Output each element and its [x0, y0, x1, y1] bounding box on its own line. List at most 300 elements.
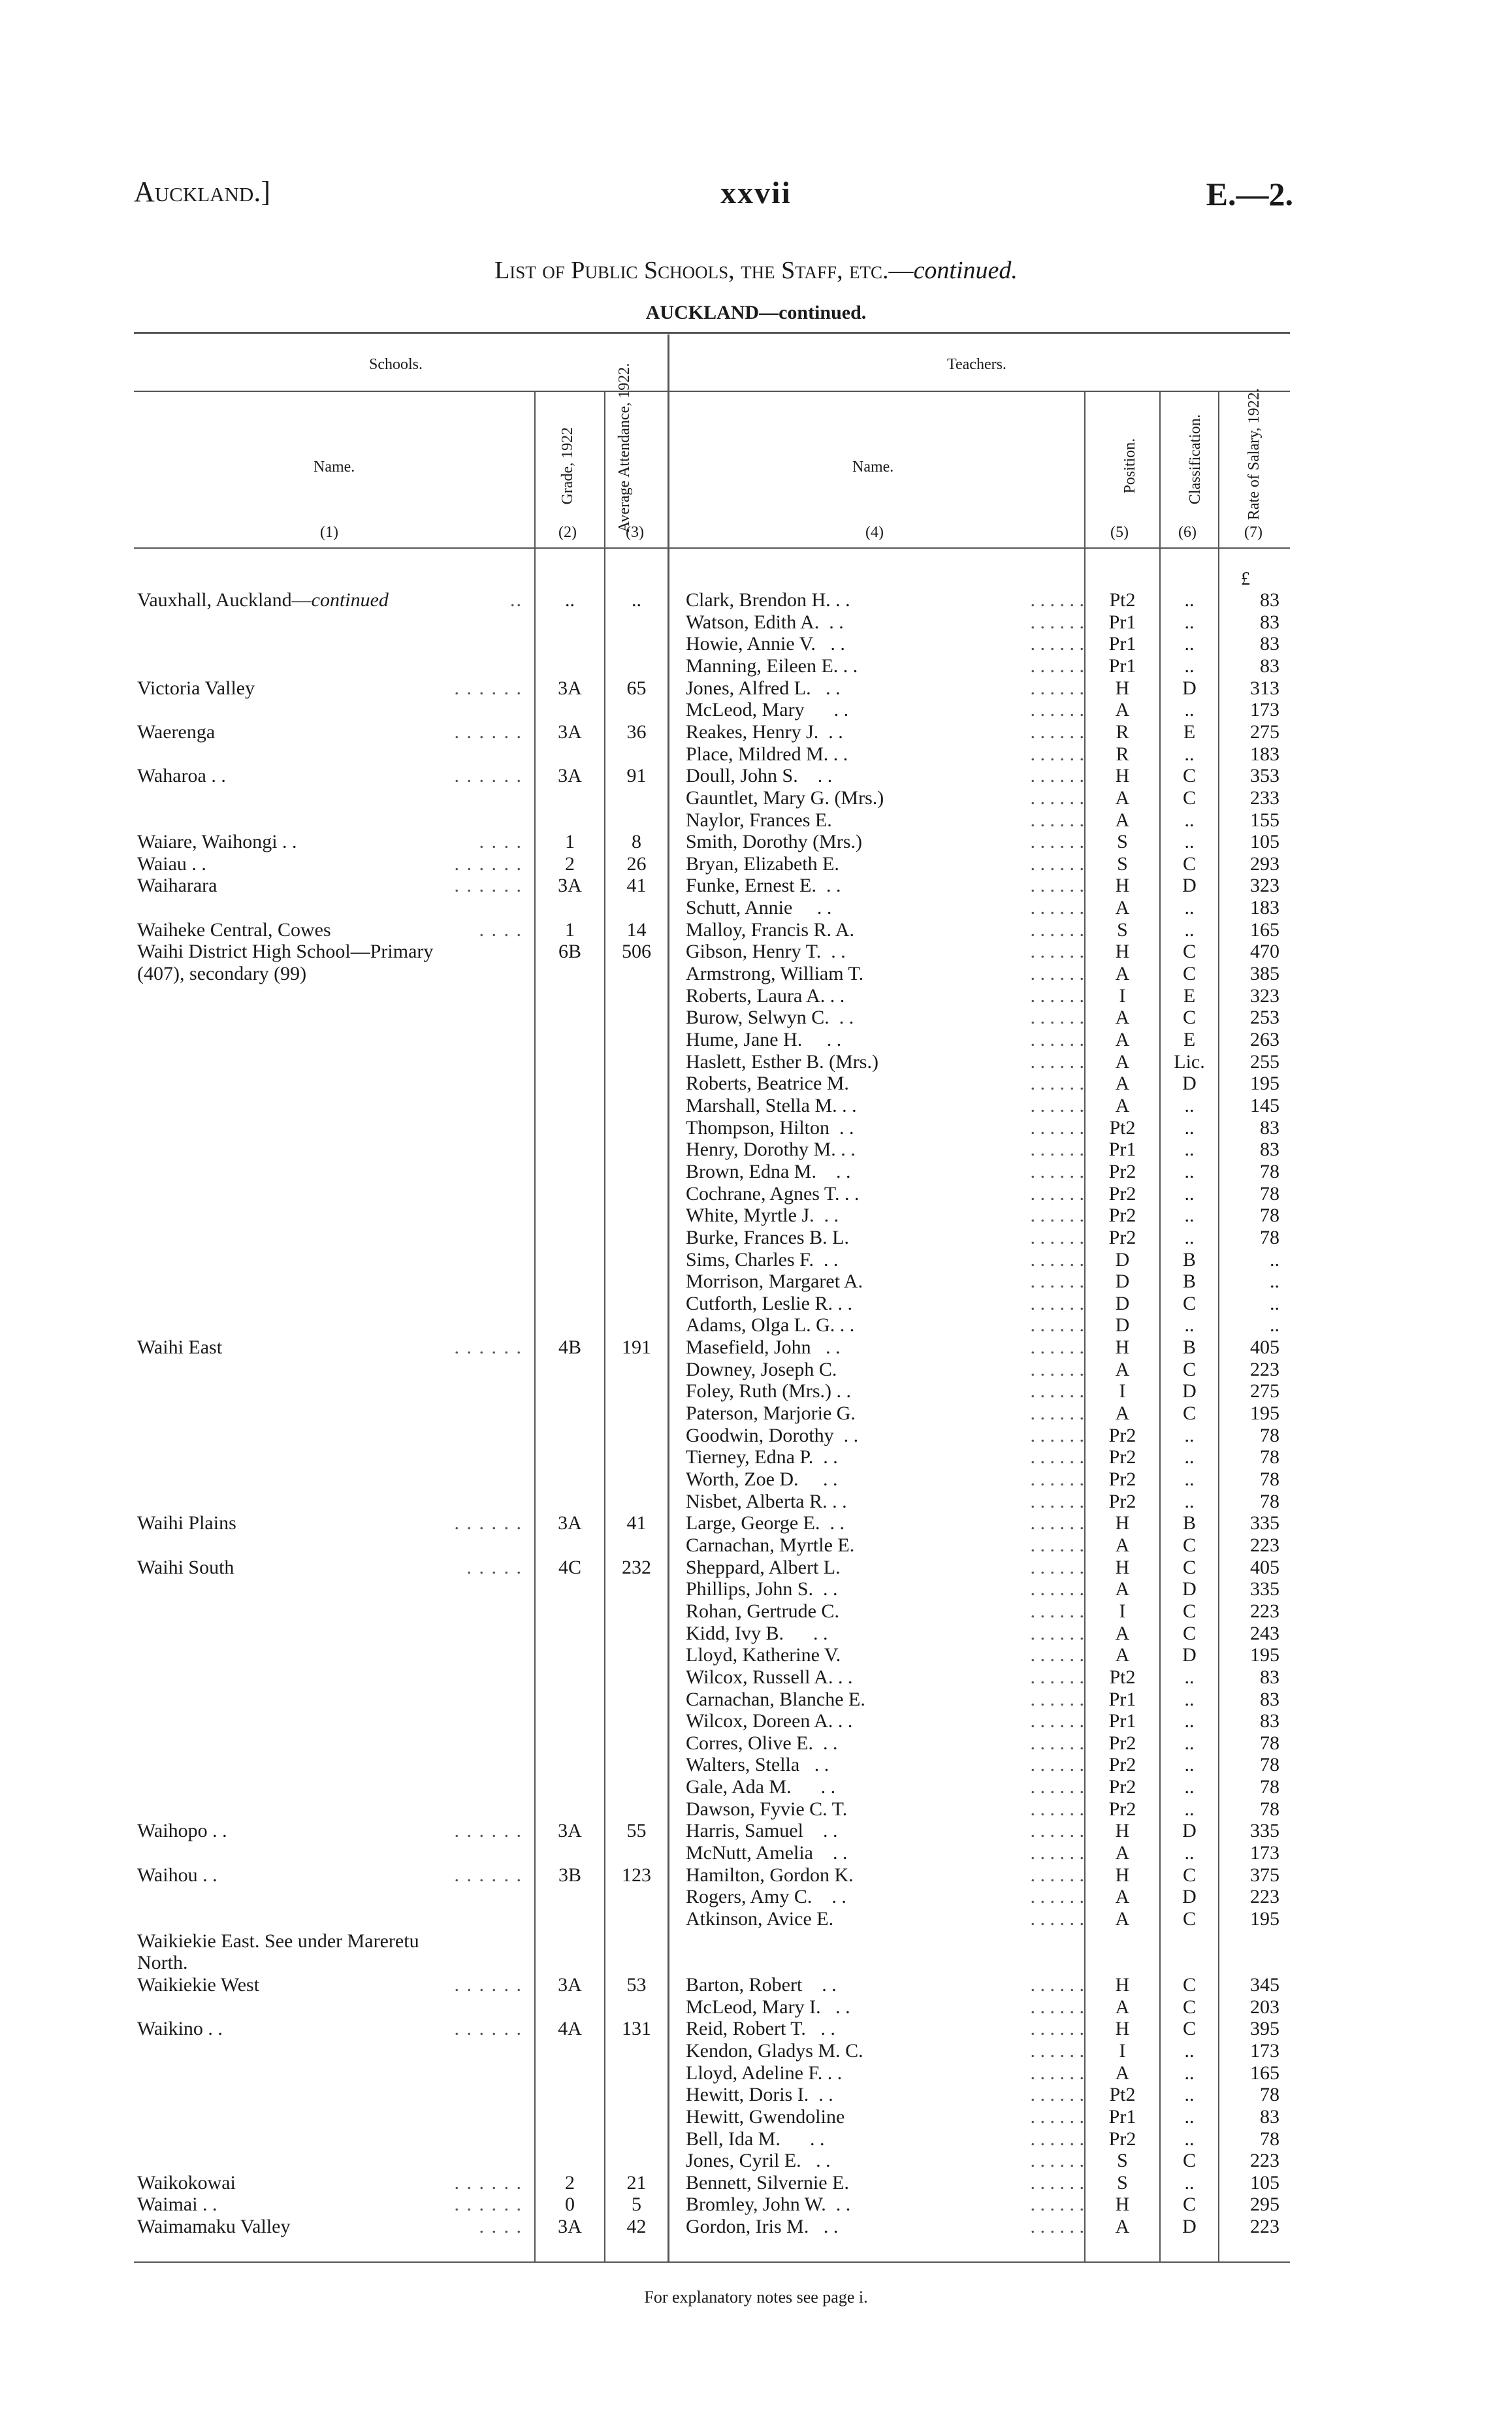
teacher-leader-dots: . . . . . . — [1030, 1600, 1084, 1622]
teacher-leader-dots: . . . . . . — [1030, 1160, 1084, 1182]
school-name: Waihi East — [137, 1336, 223, 1359]
school-leader-dots: . . . . . . — [454, 2018, 523, 2040]
teacher-leader-dots: . . . . . . — [1030, 721, 1084, 743]
teacher-leader-dots: . . . . . . — [1030, 2039, 1084, 2062]
teacher-position: H — [1115, 2018, 1130, 2040]
school-grade: 3A — [558, 2216, 582, 2238]
teacher-name: Foley, Ruth (Mrs.) . . — [686, 1380, 852, 1402]
teacher-name: Burow, Selwyn C. . . — [686, 1007, 854, 1029]
school-attendance: 36 — [626, 721, 647, 743]
teacher-name: Hewitt, Gwendoline — [686, 2105, 845, 2128]
teacher-leader-dots: . . . . . . — [1030, 1864, 1084, 1886]
teacher-position: H — [1115, 941, 1130, 963]
teacher-name: Gordon, Iris M. . . — [686, 2216, 839, 2238]
teacher-name: Manning, Eileen E. . . — [686, 655, 858, 677]
teacher-salary: 78 — [1260, 1205, 1279, 1227]
teacher-position: S — [1117, 918, 1128, 941]
teacher-salary: 295 — [1250, 2194, 1279, 2216]
school-name: Waimamaku Valley — [137, 2216, 291, 2238]
teacher-classification: Lic. — [1174, 1050, 1205, 1073]
school-attendance: 65 — [626, 677, 647, 699]
teacher-position: A — [1115, 1402, 1130, 1425]
school-grade: 6B — [558, 941, 581, 963]
teacher-leader-dots: . . . . . . — [1030, 1050, 1084, 1073]
teacher-salary: 83 — [1260, 1116, 1279, 1139]
school-name: Waikiekie East. See under Mareretu — [137, 1930, 419, 1952]
teacher-classification: .. — [1184, 1842, 1195, 1864]
teacher-classification: .. — [1184, 1314, 1195, 1336]
teacher-name: Haslett, Esther B. (Mrs.) — [686, 1050, 878, 1073]
teacher-classification: .. — [1184, 1798, 1195, 1820]
teacher-name: Wilcox, Doreen A. . . — [686, 1710, 853, 1732]
teacher-salary: 323 — [1250, 984, 1279, 1007]
teacher-classification: .. — [1184, 1205, 1195, 1227]
teacher-name: Place, Mildred M. . . — [686, 743, 848, 765]
teacher-position: Pr1 — [1108, 633, 1136, 655]
teacher-leader-dots: . . . . . . — [1030, 1908, 1084, 1930]
col-position-header: Position. — [1121, 438, 1138, 494]
teacher-salary: 78 — [1260, 1226, 1279, 1248]
teacher-classification: .. — [1184, 1226, 1195, 1248]
col-name-header: Name. — [314, 459, 355, 476]
col-num-1: (1) — [320, 524, 338, 541]
teacher-name: Carnachan, Blanche E. — [686, 1688, 865, 1710]
teacher-salary: 223 — [1250, 2150, 1279, 2172]
teacher-salary: 105 — [1250, 2171, 1279, 2194]
teacher-position: A — [1115, 809, 1130, 831]
teacher-name: Naylor, Frances E. — [686, 809, 832, 831]
teacher-position: Pr1 — [1108, 1139, 1136, 1161]
col-teacher-name-header: Name. — [852, 459, 894, 476]
teacher-classification: .. — [1184, 2171, 1195, 2194]
teacher-salary: 78 — [1260, 1160, 1279, 1182]
school-leader-dots: . . . . . . — [454, 1336, 523, 1359]
teacher-position: H — [1115, 1556, 1130, 1578]
school-attendance: 42 — [626, 2216, 647, 2238]
teacher-name: Bell, Ida M. . . — [686, 2128, 825, 2150]
teacher-position: S — [1117, 852, 1128, 875]
school-attendance: 5 — [632, 2194, 641, 2216]
teacher-name: Wilcox, Russell A. . . — [686, 1666, 853, 1688]
teacher-position: A — [1115, 786, 1130, 809]
teacher-salary: 165 — [1250, 918, 1279, 941]
teacher-salary: 83 — [1260, 633, 1279, 655]
footer-note: For explanatory notes see page i. — [644, 2288, 868, 2307]
school-attendance: 191 — [622, 1336, 651, 1359]
teacher-classification: .. — [1184, 831, 1195, 853]
teacher-classification: B — [1182, 1336, 1196, 1359]
school-leader-dots: . . . . — [479, 831, 523, 853]
teacher-salary: 335 — [1250, 1512, 1279, 1534]
teacher-classification: .. — [1184, 1710, 1195, 1732]
teacher-classification: .. — [1184, 611, 1195, 633]
teacher-salary: 78 — [1260, 1798, 1279, 1820]
teacher-position: A — [1115, 699, 1130, 721]
school-leader-dots: . . . . . . — [454, 1820, 523, 1842]
teacher-classification: B — [1182, 1512, 1196, 1534]
teacher-classification: C — [1182, 765, 1196, 787]
school-leader-dots: . . . . . . — [454, 852, 523, 875]
school-grade: 3B — [558, 1864, 581, 1886]
teacher-salary: 78 — [1260, 1182, 1279, 1205]
teacher-classification: C — [1182, 1402, 1196, 1425]
school-attendance: 14 — [626, 918, 647, 941]
teacher-salary: 78 — [1260, 1490, 1279, 1512]
page-title: List of Public Schools, the Staff, etc.—continued. — [494, 257, 1018, 284]
teacher-leader-dots: . . . . . . — [1030, 1688, 1084, 1710]
teacher-name: Gale, Ada M. . . — [686, 1776, 836, 1798]
teacher-name: Nisbet, Alberta R. . . — [686, 1490, 847, 1512]
teacher-name: Hewitt, Doris I. . . — [686, 2084, 833, 2106]
teacher-name: Cutforth, Leslie R. . . — [686, 1292, 852, 1314]
teacher-name: Armstrong, William T. — [686, 963, 864, 985]
teacher-salary: 78 — [1260, 1424, 1279, 1446]
teacher-salary: 203 — [1250, 1996, 1279, 2018]
teacher-name: Henry, Dorothy M. . . — [686, 1139, 856, 1161]
teacher-classification: C — [1182, 2150, 1196, 2172]
teacher-classification: D — [1182, 1380, 1197, 1402]
teacher-classification: D — [1182, 2216, 1197, 2238]
teacher-position: I — [1119, 984, 1126, 1007]
teacher-position: Pr1 — [1108, 1688, 1136, 1710]
teacher-position: A — [1115, 963, 1130, 985]
teacher-classification: C — [1182, 1973, 1196, 1996]
teacher-leader-dots: . . . . . . — [1030, 918, 1084, 941]
teacher-salary: 243 — [1250, 1622, 1279, 1644]
teacher-leader-dots: . . . . . . — [1030, 1973, 1084, 1996]
teacher-position: A — [1115, 1007, 1130, 1029]
teacher-salary: 385 — [1250, 963, 1279, 985]
school-attendance: 131 — [622, 2018, 651, 2040]
teacher-leader-dots: . . . . . . — [1030, 2194, 1084, 2216]
teacher-salary: 195 — [1250, 1073, 1279, 1095]
teacher-classification: .. — [1184, 2105, 1195, 2128]
teacher-name: Thompson, Hilton . . — [686, 1116, 854, 1139]
teacher-salary: 233 — [1250, 786, 1279, 809]
school-name: Waharoa . . — [137, 765, 226, 787]
teacher-classification: D — [1182, 1578, 1197, 1600]
teacher-position: Pt2 — [1109, 589, 1136, 611]
school-name: Vauxhall, Auckland—continued — [137, 589, 389, 611]
teacher-position: Pr2 — [1108, 1160, 1136, 1182]
teacher-position: A — [1115, 1050, 1130, 1073]
teacher-leader-dots: . . . . . . — [1030, 2150, 1084, 2172]
teacher-salary: 155 — [1250, 809, 1279, 831]
teacher-position: S — [1117, 2171, 1128, 2194]
teacher-leader-dots: . . . . . . — [1030, 1336, 1084, 1359]
col-salary-header: Rate of Salary, 1922. — [1245, 388, 1263, 521]
teacher-salary: 195 — [1250, 1402, 1279, 1425]
teacher-classification: C — [1182, 1622, 1196, 1644]
school-name: Victoria Valley — [137, 677, 255, 699]
col-num-3: (3) — [626, 524, 644, 541]
teacher-classification: C — [1182, 1556, 1196, 1578]
school-attendance: 53 — [626, 1973, 647, 1996]
teacher-position: S — [1117, 2150, 1128, 2172]
teacher-position: A — [1115, 1996, 1130, 2018]
school-name: Waimai . . — [137, 2194, 217, 2216]
school-grade: 3A — [558, 1820, 582, 1842]
teacher-position: Pr2 — [1108, 1424, 1136, 1446]
teacher-name: Gibson, Henry T. . . — [686, 941, 846, 963]
teacher-salary: 78 — [1260, 1468, 1279, 1490]
teacher-name: Hume, Jane H. . . — [686, 1029, 842, 1050]
teacher-salary: 323 — [1250, 875, 1279, 897]
teacher-classification: .. — [1184, 1666, 1195, 1688]
teacher-classification: C — [1182, 1292, 1196, 1314]
teacher-classification: .. — [1184, 1732, 1195, 1754]
col-classification-header: Classification. — [1186, 414, 1204, 505]
school-name: Waihi South — [137, 1556, 234, 1578]
teacher-name: Goodwin, Dorothy . . — [686, 1424, 859, 1446]
teacher-salary: 353 — [1250, 765, 1279, 787]
teacher-position: Pr2 — [1108, 1490, 1136, 1512]
teacher-classification: .. — [1184, 1182, 1195, 1205]
teacher-classification: E — [1183, 984, 1196, 1007]
teacher-position: D — [1115, 1292, 1130, 1314]
teacher-name: Large, George E. . . — [686, 1512, 844, 1534]
teacher-name: Watson, Edith A. . . — [686, 611, 844, 633]
teacher-name: Lloyd, Katherine V. — [686, 1644, 841, 1666]
school-name: Waikokowai — [137, 2171, 236, 2194]
teacher-classification: .. — [1184, 1688, 1195, 1710]
teacher-salary: 78 — [1260, 1754, 1279, 1776]
teacher-leader-dots: . . . . . . — [1030, 633, 1084, 655]
teacher-name: Downey, Joseph C. — [686, 1358, 837, 1380]
teacher-salary: 275 — [1250, 721, 1279, 743]
teacher-position: H — [1115, 677, 1130, 699]
teacher-classification: C — [1182, 1996, 1196, 2018]
teacher-leader-dots: . . . . . . — [1030, 1666, 1084, 1688]
teacher-salary: .. — [1270, 1314, 1279, 1336]
col-grade-header: Grade, 1922 — [558, 427, 576, 505]
teacher-position: Pr2 — [1108, 1776, 1136, 1798]
col-num-5: (5) — [1110, 524, 1129, 541]
teacher-leader-dots: . . . . . . — [1030, 1490, 1084, 1512]
teacher-name: Lloyd, Adeline F. . . — [686, 2062, 843, 2084]
teacher-position: Pr2 — [1108, 1754, 1136, 1776]
teacher-salary: 83 — [1260, 589, 1279, 611]
teacher-leader-dots: . . . . . . — [1030, 1754, 1084, 1776]
teacher-classification: .. — [1184, 633, 1195, 655]
teacher-leader-dots: . . . . . . — [1030, 743, 1084, 765]
teacher-salary: 195 — [1250, 1908, 1279, 1930]
teacher-name: Sheppard, Albert L. — [686, 1556, 841, 1578]
teacher-leader-dots: . . . . . . — [1030, 1732, 1084, 1754]
school-leader-dots: . . . . . . — [454, 2171, 523, 2194]
teacher-classification: .. — [1184, 655, 1195, 677]
teacher-leader-dots: . . . . . . — [1030, 2062, 1084, 2084]
teacher-position: A — [1115, 1644, 1130, 1666]
col-num-4: (4) — [865, 524, 884, 541]
teacher-leader-dots: . . . . . . — [1030, 1820, 1084, 1842]
teacher-name: Bromley, John W. . . — [686, 2194, 851, 2216]
teacher-salary: 78 — [1260, 1732, 1279, 1754]
teacher-name: Walters, Stella . . — [686, 1754, 829, 1776]
teacher-salary: 83 — [1260, 1688, 1279, 1710]
teacher-name: Gauntlet, Mary G. (Mrs.) — [686, 786, 884, 809]
teacher-position: A — [1115, 1622, 1130, 1644]
teacher-position: A — [1115, 2216, 1130, 2238]
teacher-salary: 223 — [1250, 1600, 1279, 1622]
teacher-salary: 375 — [1250, 1864, 1279, 1886]
teacher-classification: D — [1182, 1820, 1197, 1842]
school-name: Waerenga — [137, 721, 216, 743]
teacher-leader-dots: . . . . . . — [1030, 2171, 1084, 2194]
teacher-leader-dots: . . . . . . — [1030, 1314, 1084, 1336]
teacher-position: A — [1115, 1094, 1130, 1116]
school-grade: 3A — [558, 1512, 582, 1534]
teacher-classification: C — [1182, 963, 1196, 985]
teacher-leader-dots: . . . . . . — [1030, 1468, 1084, 1490]
teacher-classification: .. — [1184, 1160, 1195, 1182]
teacher-leader-dots: . . . . . . — [1030, 2018, 1084, 2040]
teacher-leader-dots: . . . . . . — [1030, 1886, 1084, 1908]
teacher-position: H — [1115, 765, 1130, 787]
teacher-name: Roberts, Laura A. . . — [686, 984, 845, 1007]
teacher-classification: .. — [1184, 2062, 1195, 2084]
teacher-leader-dots: . . . . . . — [1030, 1710, 1084, 1732]
teacher-position: Pt2 — [1109, 2084, 1136, 2106]
school-leader-dots: . . . . . . — [454, 721, 523, 743]
teacher-salary: 253 — [1250, 1007, 1279, 1029]
teacher-leader-dots: . . . . . . — [1030, 655, 1084, 677]
teacher-name: Barton, Robert . . — [686, 1973, 837, 1996]
school-grade: 3A — [558, 765, 582, 787]
teacher-name: Adams, Olga L. G. . . — [686, 1314, 855, 1336]
teacher-leader-dots: . . . . . . — [1030, 1248, 1084, 1271]
pound-sign: £ — [1241, 569, 1250, 589]
teacher-salary: 173 — [1250, 699, 1279, 721]
teacher-salary: 223 — [1250, 2216, 1279, 2238]
teacher-classification: .. — [1184, 699, 1195, 721]
group-header-rule — [134, 391, 1290, 392]
teacher-leader-dots: . . . . . . — [1030, 2084, 1084, 2106]
teacher-position: A — [1115, 1578, 1130, 1600]
teacher-classification: C — [1182, 1864, 1196, 1886]
teacher-position: A — [1115, 1029, 1130, 1050]
teacher-classification: .. — [1184, 1094, 1195, 1116]
school-name: (407), secondary (99) — [137, 963, 307, 985]
teacher-name: Howie, Annie V. . . — [686, 633, 845, 655]
teacher-classification: .. — [1184, 2039, 1195, 2062]
school-name: Waiharara — [137, 875, 217, 897]
teacher-name: Harris, Samuel . . — [686, 1820, 838, 1842]
teacher-leader-dots: . . . . . . — [1030, 1094, 1084, 1116]
teacher-classification: C — [1182, 941, 1196, 963]
teacher-name: Phillips, John S. . . — [686, 1578, 838, 1600]
teacher-salary: 395 — [1250, 2018, 1279, 2040]
teacher-leader-dots: . . . . . . — [1030, 765, 1084, 787]
teacher-position: Pr2 — [1108, 1798, 1136, 1820]
teacher-classification: .. — [1184, 2128, 1195, 2150]
teacher-position: D — [1115, 1271, 1130, 1293]
school-leader-dots: . . . . . . — [454, 875, 523, 897]
teacher-name: Paterson, Marjorie G. — [686, 1402, 856, 1425]
teacher-name: Brown, Edna M. . . — [686, 1160, 851, 1182]
column-number-rule — [134, 547, 1290, 549]
school-leader-dots: .. — [510, 589, 523, 611]
teacher-leader-dots: . . . . . . — [1030, 897, 1084, 919]
teacher-position: Pr1 — [1108, 1710, 1136, 1732]
school-attendance: 123 — [622, 1864, 651, 1886]
teacher-leader-dots: . . . . . . — [1030, 1205, 1084, 1227]
teacher-name: Burke, Frances B. L. — [686, 1226, 849, 1248]
teacher-name: Marshall, Stella M. . . — [686, 1094, 857, 1116]
teacher-leader-dots: . . . . . . — [1030, 1007, 1084, 1029]
teacher-position: H — [1115, 1820, 1130, 1842]
teacher-classification: C — [1182, 786, 1196, 809]
teacher-position: Pr2 — [1108, 1732, 1136, 1754]
teacher-salary: 173 — [1250, 2039, 1279, 2062]
teacher-leader-dots: . . . . . . — [1030, 2216, 1084, 2238]
teacher-leader-dots: . . . . . . — [1030, 875, 1084, 897]
teacher-salary: 335 — [1250, 1820, 1279, 1842]
teacher-classification: C — [1182, 1007, 1196, 1029]
teacher-position: Pr2 — [1108, 1446, 1136, 1468]
teacher-salary: 83 — [1260, 1139, 1279, 1161]
teacher-salary: 335 — [1250, 1578, 1279, 1600]
teacher-leader-dots: . . . . . . — [1030, 1402, 1084, 1425]
teacher-name: Malloy, Francis R. A. — [686, 918, 855, 941]
school-name: Waihi Plains — [137, 1512, 236, 1534]
teacher-leader-dots: . . . . . . — [1030, 2105, 1084, 2128]
teacher-name: Rohan, Gertrude C. — [686, 1600, 839, 1622]
teacher-name: Bennett, Silvernie E. — [686, 2171, 849, 2194]
teacher-name: Atkinson, Avice E. — [686, 1908, 834, 1930]
teacher-name: McNutt, Amelia . . — [686, 1842, 848, 1864]
teacher-classification: .. — [1184, 809, 1195, 831]
teacher-position: H — [1115, 1512, 1130, 1534]
teacher-salary: 405 — [1250, 1556, 1279, 1578]
teacher-position: H — [1115, 2194, 1130, 2216]
school-attendance: 26 — [626, 852, 647, 875]
teacher-classification: C — [1182, 852, 1196, 875]
teacher-name: Bryan, Elizabeth E. — [686, 852, 839, 875]
teacher-position: A — [1115, 1534, 1130, 1556]
school-name: Waihi District High School—Primary — [137, 941, 434, 963]
teacher-salary: 255 — [1250, 1050, 1279, 1073]
teacher-classification: D — [1182, 677, 1197, 699]
teacher-classification: .. — [1184, 918, 1195, 941]
teacher-position: A — [1115, 1358, 1130, 1380]
teacher-salary: 78 — [1260, 2128, 1279, 2150]
teacher-salary: 195 — [1250, 1644, 1279, 1666]
teacher-salary: .. — [1270, 1271, 1279, 1293]
teacher-salary: 223 — [1250, 1534, 1279, 1556]
teacher-classification: D — [1182, 1886, 1197, 1908]
teacher-name: Worth, Zoe D. . . — [686, 1468, 838, 1490]
teacher-leader-dots: . . . . . . — [1030, 1842, 1084, 1864]
teacher-salary: 223 — [1250, 1358, 1279, 1380]
teacher-leader-dots: . . . . . . — [1030, 831, 1084, 853]
teacher-position: Pr2 — [1108, 1468, 1136, 1490]
teacher-name: Kendon, Gladys M. C. — [686, 2039, 863, 2062]
teacher-salary: .. — [1270, 1248, 1279, 1271]
teacher-salary: 78 — [1260, 2084, 1279, 2106]
school-grade: 3A — [558, 875, 582, 897]
teacher-leader-dots: . . . . . . — [1030, 1292, 1084, 1314]
school-grade: 4A — [558, 2018, 582, 2040]
teacher-leader-dots: . . . . . . — [1030, 1556, 1084, 1578]
col-num-7: (7) — [1244, 524, 1263, 541]
teacher-name: McLeod, Mary . . — [686, 699, 849, 721]
teacher-salary: 183 — [1250, 897, 1279, 919]
school-grade: 1 — [565, 831, 575, 853]
col-attendance-header: Average Attendance, 1922. — [615, 363, 633, 533]
divider-schools-teachers — [668, 334, 669, 2261]
teacher-position: I — [1119, 1380, 1126, 1402]
